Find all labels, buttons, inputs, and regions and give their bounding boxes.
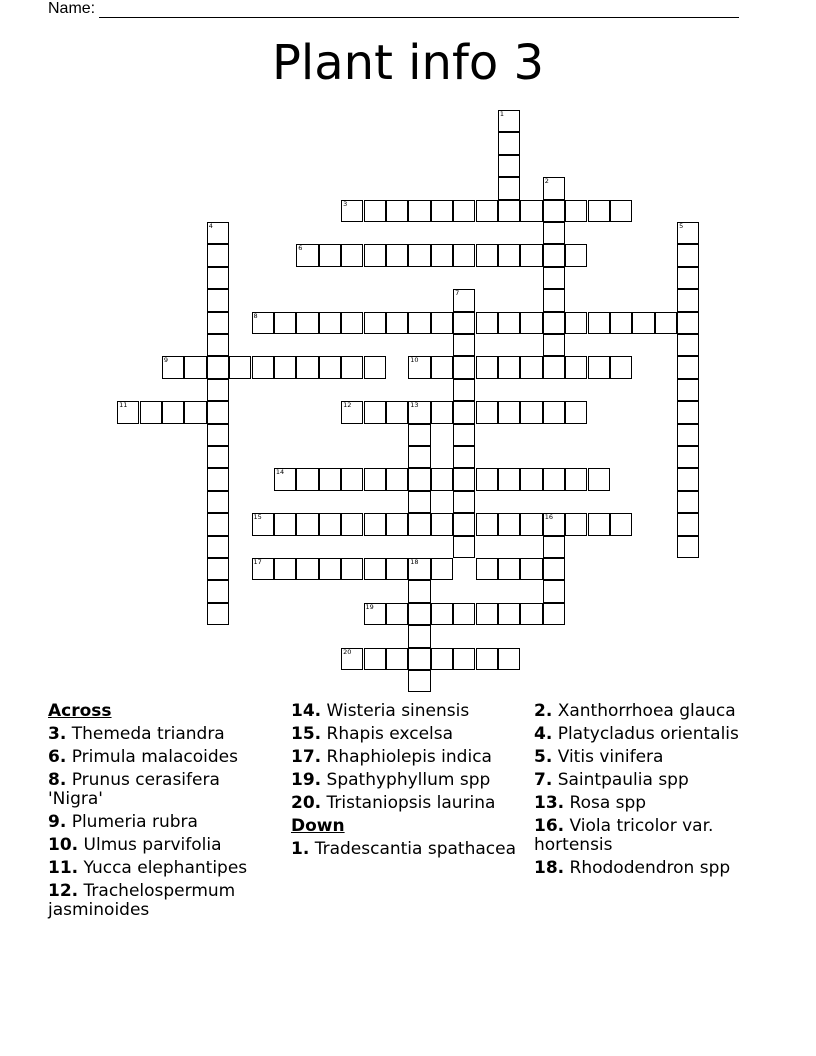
crossword-cell[interactable] (207, 603, 229, 625)
crossword-cell[interactable] (319, 468, 341, 490)
crossword-cell[interactable] (453, 289, 475, 311)
crossword-cell[interactable] (588, 356, 610, 378)
clue-item-text: Yucca elephantipes (83, 858, 248, 878)
clue-item-number: 10. (48, 835, 79, 855)
crossword-cell[interactable] (565, 468, 587, 490)
clue-column-1 (48, 702, 278, 924)
crossword-cell[interactable] (408, 513, 430, 535)
crossword-cell[interactable] (476, 401, 498, 423)
clue-column-2 (291, 702, 521, 863)
crossword-cell[interactable] (341, 401, 363, 423)
crossword-cell[interactable] (520, 244, 542, 266)
crossword-cell[interactable] (296, 468, 318, 490)
crossword-cell[interactable] (543, 513, 565, 535)
crossword-cell[interactable] (498, 401, 520, 423)
clue-item (534, 702, 764, 721)
crossword-cell[interactable] (431, 603, 453, 625)
crossword-cell[interactable] (207, 513, 229, 535)
clue-item-number: 7. (534, 770, 553, 790)
clue-item-text: Rhapis excelsa (326, 724, 454, 744)
clue-item-text: Tradescantia spathacea (314, 839, 516, 859)
crossword-cell[interactable] (543, 580, 565, 602)
crossword-cell[interactable] (341, 244, 363, 266)
clue-item (48, 771, 278, 809)
clue-item-number: 6. (48, 747, 67, 767)
clue-number: 10 (410, 356, 419, 365)
clue-item (48, 748, 278, 767)
crossword-cell[interactable] (677, 513, 699, 535)
crossword-cell[interactable] (207, 289, 229, 311)
crossword-cell[interactable] (610, 356, 632, 378)
crossword-cell[interactable] (319, 513, 341, 535)
crossword-cell[interactable] (408, 491, 430, 513)
clue-number: 4 (208, 222, 213, 230)
crossword-cell[interactable] (677, 267, 699, 289)
crossword-cell[interactable] (453, 244, 475, 266)
crossword-cell[interactable] (453, 200, 475, 222)
crossword-cell[interactable] (431, 200, 453, 222)
crossword-cell[interactable] (296, 356, 318, 378)
crossword-cell[interactable] (207, 356, 229, 378)
crossword-cell[interactable] (498, 155, 520, 177)
clue-item-text: Prunus cerasifera 'Nigra' (48, 770, 220, 809)
crossword-cell[interactable] (408, 401, 430, 423)
crossword-cell[interactable] (543, 401, 565, 423)
crossword-cell[interactable] (453, 648, 475, 670)
crossword-cell[interactable] (543, 222, 565, 244)
crossword-cell[interactable] (655, 312, 677, 334)
crossword-cell[interactable] (408, 603, 430, 625)
crossword-cell[interactable] (543, 558, 565, 580)
crossword-cell[interactable] (677, 289, 699, 311)
clue-item-number: 11. (48, 858, 79, 878)
crossword-cell[interactable] (408, 558, 430, 580)
crossword-cell[interactable] (520, 558, 542, 580)
crossword-cell[interactable] (453, 513, 475, 535)
crossword-cell[interactable] (341, 648, 363, 670)
crossword-cell[interactable] (431, 312, 453, 334)
crossword-cell[interactable] (431, 468, 453, 490)
crossword-cell[interactable] (207, 379, 229, 401)
clue-number: 11 (119, 401, 128, 410)
clue-item-number: 13. (534, 793, 565, 813)
crossword-cell[interactable] (610, 513, 632, 535)
crossword-cell[interactable] (364, 558, 386, 580)
crossword-cell[interactable] (476, 356, 498, 378)
crossword-cell[interactable] (632, 312, 654, 334)
crossword-cell[interactable] (207, 334, 229, 356)
clue-item (534, 817, 764, 855)
clue-number: 7 (455, 289, 460, 298)
crossword-cell[interactable] (453, 491, 475, 513)
crossword-cell[interactable] (476, 468, 498, 490)
crossword-cell[interactable] (565, 513, 587, 535)
crossword-cell[interactable] (386, 648, 408, 670)
crossword-cell[interactable] (453, 468, 475, 490)
crossword-cell[interactable] (498, 468, 520, 490)
crossword-cell[interactable] (207, 222, 229, 244)
crossword-cell[interactable] (386, 401, 408, 423)
clue-number: 6 (298, 244, 303, 253)
crossword-cell[interactable] (252, 558, 274, 580)
clue-number: 5 (679, 222, 684, 230)
crossword-cell[interactable] (610, 312, 632, 334)
crossword-cell[interactable] (588, 312, 610, 334)
crossword-cell[interactable] (476, 244, 498, 266)
clue-item-text: Rhododendron spp (569, 858, 731, 878)
crossword-cell[interactable] (408, 244, 430, 266)
crossword-cell[interactable] (677, 446, 699, 468)
crossword-cell[interactable] (140, 401, 162, 423)
clue-item-text: Ulmus parvifolia (83, 835, 222, 855)
clue-item-text: Platycladus orientalis (557, 724, 739, 744)
crossword-cell[interactable] (677, 536, 699, 558)
crossword-cell[interactable] (565, 401, 587, 423)
crossword-cell[interactable] (588, 513, 610, 535)
clue-item-text: Wisteria sinensis (326, 701, 470, 721)
crossword-cell[interactable] (408, 446, 430, 468)
crossword-cell[interactable] (453, 424, 475, 446)
crossword-cell[interactable] (252, 312, 274, 334)
crossword-cell[interactable] (498, 648, 520, 670)
crossword-cell[interactable] (476, 648, 498, 670)
crossword-cell[interactable] (207, 446, 229, 468)
crossword-cell[interactable] (520, 401, 542, 423)
clue-heading: Down (291, 816, 345, 836)
crossword-cell[interactable] (677, 356, 699, 378)
clue-number: 17 (253, 558, 262, 566)
crossword-cell[interactable] (520, 312, 542, 334)
crossword-cell[interactable] (386, 244, 408, 266)
crossword-cell[interactable] (386, 468, 408, 490)
crossword-cell[interactable] (543, 289, 565, 311)
crossword-cell[interactable] (207, 468, 229, 490)
crossword-cell[interactable] (207, 580, 229, 602)
crossword-cell[interactable] (498, 558, 520, 580)
crossword-cell[interactable] (677, 379, 699, 401)
crossword-cell[interactable] (431, 356, 453, 378)
crossword-cell[interactable] (364, 401, 386, 423)
clue-item (534, 794, 764, 813)
crossword-cell[interactable] (543, 356, 565, 378)
clue-item-text: Tristaniopsis laurina (326, 793, 496, 813)
crossword-cell[interactable] (431, 244, 453, 266)
clue-item-number: 3. (48, 724, 67, 744)
clue-item-number: 19. (291, 770, 322, 790)
clue-item (534, 725, 764, 744)
clue-item (534, 859, 764, 878)
crossword-cell[interactable] (207, 401, 229, 423)
crossword-cell[interactable] (543, 177, 565, 199)
crossword-cell[interactable] (319, 356, 341, 378)
crossword-cell[interactable] (341, 468, 363, 490)
crossword-cell[interactable] (520, 468, 542, 490)
clue-item (48, 725, 278, 744)
crossword-cell[interactable] (274, 513, 296, 535)
crossword-cell[interactable] (476, 312, 498, 334)
crossword-cell[interactable] (364, 648, 386, 670)
clue-item (48, 836, 278, 855)
crossword-cell[interactable] (498, 312, 520, 334)
clue-item-text: Primula malacoides (71, 747, 238, 767)
crossword-cell[interactable] (677, 424, 699, 446)
crossword-cell[interactable] (476, 558, 498, 580)
clue-number: 18 (410, 558, 419, 566)
crossword-cell[interactable] (408, 625, 430, 647)
crossword-cell[interactable] (408, 670, 430, 692)
clue-number: 8 (253, 311, 258, 320)
crossword-cell[interactable] (252, 356, 274, 378)
crossword-cell[interactable] (520, 603, 542, 625)
clue-item (48, 813, 278, 832)
clue-item-number: 8. (48, 770, 67, 790)
crossword-cell[interactable] (207, 244, 229, 266)
crossword-cell[interactable] (296, 244, 318, 266)
clue-number: 2 (544, 177, 549, 186)
crossword-cell[interactable] (184, 401, 206, 423)
crossword-cell[interactable] (520, 513, 542, 535)
crossword-cell[interactable] (162, 356, 184, 378)
crossword-cell[interactable] (274, 468, 296, 490)
crossword-cell[interactable] (498, 513, 520, 535)
crossword-cell[interactable] (408, 468, 430, 490)
crossword-cell[interactable] (677, 401, 699, 423)
crossword-cell[interactable] (386, 200, 408, 222)
crossword-cell[interactable] (408, 648, 430, 670)
clue-item-number: 5. (534, 747, 553, 767)
crossword-cell[interactable] (453, 401, 475, 423)
clue-item-number: 17. (291, 747, 322, 767)
crossword-cell[interactable] (319, 312, 341, 334)
crossword-cell[interactable] (162, 401, 184, 423)
crossword-cell[interactable] (588, 200, 610, 222)
clue-item-number: 2. (534, 701, 553, 721)
crossword-cell[interactable] (543, 244, 565, 266)
crossword-cell[interactable] (565, 312, 587, 334)
crossword-cell[interactable] (453, 446, 475, 468)
crossword-cell[interactable] (364, 244, 386, 266)
crossword-cell[interactable] (453, 603, 475, 625)
clue-item (291, 840, 521, 859)
crossword-cell[interactable] (476, 200, 498, 222)
crossword-cell[interactable] (184, 356, 206, 378)
crossword-cell[interactable] (341, 312, 363, 334)
crossword-cell[interactable] (408, 424, 430, 446)
crossword-cell[interactable] (364, 468, 386, 490)
crossword-cell[interactable] (543, 312, 565, 334)
crossword-cell[interactable] (677, 244, 699, 266)
clue-item (291, 725, 521, 744)
crossword-cell[interactable] (341, 513, 363, 535)
crossword-cell[interactable] (677, 491, 699, 513)
clue-item-text: Vitis vinifera (557, 747, 664, 767)
crossword-cell[interactable] (498, 603, 520, 625)
clue-number: 15 (253, 513, 262, 522)
crossword-cell[interactable] (117, 401, 139, 423)
crossword-cell[interactable] (543, 334, 565, 356)
crossword-cell[interactable] (520, 356, 542, 378)
crossword-cell[interactable] (677, 334, 699, 356)
crossword-cell[interactable] (364, 356, 386, 378)
crossword-cell[interactable] (543, 468, 565, 490)
crossword-cell[interactable] (364, 200, 386, 222)
clue-item (534, 771, 764, 790)
crossword-cell[interactable] (431, 401, 453, 423)
crossword-cell[interactable] (431, 558, 453, 580)
crossword-cell[interactable] (498, 132, 520, 154)
name-label: Name: (48, 0, 96, 17)
clue-item (534, 748, 764, 767)
clue-item-text: Themeda triandra (71, 724, 225, 744)
clue-number: 14 (275, 468, 285, 477)
crossword-cell[interactable] (588, 468, 610, 490)
clue-item-number: 9. (48, 812, 67, 832)
clue-item (48, 859, 278, 878)
clue-item-text: Spathyphyllum spp (326, 770, 491, 790)
crossword-cell[interactable] (431, 513, 453, 535)
clue-number: 1 (499, 110, 505, 118)
crossword-cell[interactable] (543, 267, 565, 289)
crossword-cell[interactable] (386, 513, 408, 535)
crossword-cell[interactable] (207, 558, 229, 580)
clue-item (291, 771, 521, 790)
clue-column-3 (534, 702, 764, 882)
crossword-cell[interactable] (296, 558, 318, 580)
crossword-cell[interactable] (319, 244, 341, 266)
crossword-cell[interactable] (386, 312, 408, 334)
clue-item-text: Trachelospermum jasminoides (48, 881, 236, 920)
clue-item (48, 882, 278, 920)
page-title: Plant info 3 (271, 35, 544, 91)
clue-number: 19 (365, 602, 374, 611)
crossword-cell[interactable] (476, 603, 498, 625)
clue-item-number: 20. (291, 793, 322, 813)
crossword-cell[interactable] (565, 244, 587, 266)
clue-item-number: 15. (291, 724, 322, 744)
crossword-cell[interactable] (252, 513, 274, 535)
crossword-cell[interactable] (408, 356, 430, 378)
crossword-cell[interactable] (229, 356, 251, 378)
crossword-cell[interactable] (476, 513, 498, 535)
crossword-cell[interactable] (498, 244, 520, 266)
crossword-cell[interactable] (677, 312, 699, 334)
clue-number: 13 (410, 401, 419, 410)
crossword-cell[interactable] (207, 491, 229, 513)
crossword-cell[interactable] (408, 200, 430, 222)
name-line (48, 0, 739, 18)
crossword-cell[interactable] (677, 468, 699, 490)
clue-item (291, 748, 521, 767)
crossword-cell[interactable] (274, 558, 296, 580)
crossword-cell[interactable] (319, 558, 341, 580)
clue-item-text: Viola tricolor var. hortensis (534, 816, 714, 855)
clue-item-number: 14. (291, 701, 322, 721)
crossword-cell[interactable] (408, 312, 430, 334)
crossword-cell[interactable] (386, 603, 408, 625)
clue-heading: Across (48, 701, 112, 721)
clue-item-number: 16. (534, 816, 565, 836)
clue-item-text: Xanthorrhoea glauca (557, 701, 736, 721)
clue-item (291, 794, 521, 813)
clue-number: 20 (343, 647, 352, 656)
crossword-cell[interactable] (543, 603, 565, 625)
crossword-cell[interactable] (296, 312, 318, 334)
clue-item-text: Saintpaulia spp (557, 770, 689, 790)
crossword-cell[interactable] (565, 356, 587, 378)
clue-number: 16 (544, 513, 553, 522)
crossword-cell[interactable] (543, 536, 565, 558)
clue-item (291, 702, 521, 721)
crossword-cell[interactable] (386, 558, 408, 580)
crossword-cell[interactable] (453, 356, 475, 378)
clue-number: 9 (163, 356, 169, 365)
crossword-cell[interactable] (543, 200, 565, 222)
crossword-cell[interactable] (408, 580, 430, 602)
crossword-cell[interactable] (498, 177, 520, 199)
crossword-cell[interactable] (453, 536, 475, 558)
crossword-cell[interactable] (341, 558, 363, 580)
crossword-cell[interactable] (364, 513, 386, 535)
crossword-cell[interactable] (207, 424, 229, 446)
crossword-cell[interactable] (207, 267, 229, 289)
clue-item-text: Plumeria rubra (71, 812, 198, 832)
name-blank[interactable] (99, 3, 739, 18)
crossword-cell[interactable] (498, 356, 520, 378)
crossword-cell[interactable] (341, 356, 363, 378)
crossword-cell[interactable] (498, 110, 520, 132)
crossword-cell[interactable] (431, 648, 453, 670)
clue-number: 3 (343, 199, 348, 208)
clue-item-number: 1. (291, 839, 310, 859)
crossword-cell[interactable] (364, 312, 386, 334)
clue-item-text: Rhaphiolepis indica (326, 747, 492, 767)
crossword-cell[interactable] (341, 200, 363, 222)
crossword-cell[interactable] (677, 222, 699, 244)
crossword-cell[interactable] (207, 536, 229, 558)
crossword-cell[interactable] (453, 312, 475, 334)
clue-number: 12 (343, 401, 352, 410)
clue-item-number: 12. (48, 881, 79, 901)
crossword-cell[interactable] (565, 200, 587, 222)
crossword-cell[interactable] (498, 200, 520, 222)
crossword-cell[interactable] (274, 356, 296, 378)
crossword-cell[interactable] (364, 603, 386, 625)
clue-item-number: 18. (534, 858, 565, 878)
crossword-cell[interactable] (610, 200, 632, 222)
crossword-cell[interactable] (274, 312, 296, 334)
clue-item-number: 4. (534, 724, 553, 744)
crossword-cell[interactable] (296, 513, 318, 535)
crossword-cell[interactable] (453, 334, 475, 356)
crossword-cell[interactable] (453, 379, 475, 401)
clue-item-text: Rosa spp (569, 793, 647, 813)
crossword-cell[interactable] (207, 312, 229, 334)
crossword-cell[interactable] (520, 200, 542, 222)
